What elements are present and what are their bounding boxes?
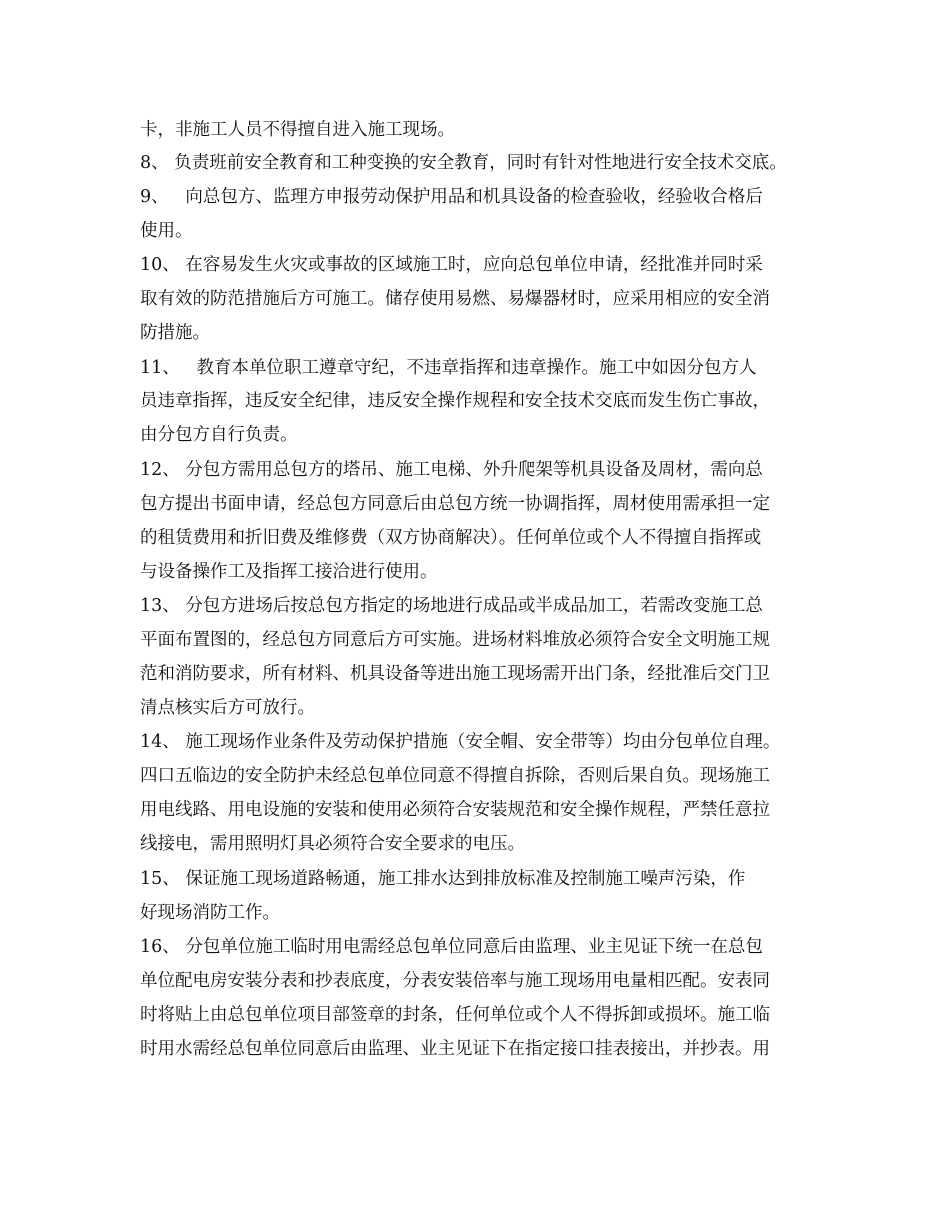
text-line: 10、 在容易发生火灾或事故的区域施工时，应向总包单位申请，经批准并同时采 — [140, 255, 763, 275]
text-line: 14、 施工现场作业条件及劳动保护措施（安全帽、安全带等）均由分包单位自理。 — [140, 732, 781, 752]
text-line: 线接电，需用照明灯具必须符合安全要求的电压。 — [140, 834, 525, 854]
text-line: 用电线路、用电设施的安装和使用必须符合安装规范和安全操作规程，严禁任意拉 — [140, 800, 770, 820]
text-line: 防措施。 — [140, 323, 210, 343]
text-line: 时用水需经总包单位同意后由监理、业主见证下在指定接口挂表接出，并抄表。用 — [140, 1039, 770, 1059]
text-line: 11、 教育本单位职工遵章守纪，不违章指挥和违章操作。施工中如因分包方人 — [140, 358, 757, 378]
text-line: 员违章指挥，违反安全纪律，违反安全操作规程和安全技术交底而发生伤亡事故， — [140, 391, 770, 411]
text-line: 包方提出书面申请，经总包方同意后由总包方统一协调指挥，周材使用需承担一定 — [140, 494, 770, 514]
text-line: 使用。 — [140, 221, 193, 241]
text-line: 16、 分包单位施工临时用电需经总包单位同意后由监理、业主见证下统一在总包 — [140, 937, 763, 957]
text-line: 12、 分包方需用总包方的塔吊、施工电梯、外升爬架等机具设备及周材，需向总 — [140, 460, 763, 480]
text-line: 15、 保证施工现场道路畅通，施工排水达到排放标准及控制施工噪声污染，作 — [140, 869, 746, 889]
text-line: 好现场消防工作。 — [140, 903, 280, 923]
text-line: 卡，非施工人员不得擅自进入施工现场。 — [140, 120, 455, 140]
text-line: 范和消防要求，所有材料、机具设备等进出施工现场需开出门条，经批准后交门卫 — [140, 664, 770, 684]
text-line: 与设备操作工及指挥工接洽进行使用。 — [140, 562, 438, 582]
text-line: 时将贴上由总包单位项目部签章的封条，任何单位或个人不得拆卸或损坏。施工临 — [140, 1005, 770, 1025]
text-line: 四口五临边的安全防护未经总包单位同意不得擅自拆除，否则后果自负。现场施工 — [140, 766, 770, 786]
text-line: 由分包方自行负责。 — [140, 425, 298, 445]
text-line: 13、 分包方进场后按总包方指定的场地进行成品或半成品加工，若需改变施工总 — [140, 596, 763, 616]
text-line: 单位配电房安装分表和抄表底度，分表安装倍率与施工现场用电量相匹配。安表同 — [140, 971, 770, 991]
text-line: 8、 负责班前安全教育和工种变换的安全教育，同时有针对性地进行安全技术交底。 — [140, 153, 787, 173]
text-line: 的租赁费用和折旧费及维修费（双方协商解决）。任何单位或个人不得擅自指挥或 — [140, 528, 762, 548]
text-line: 清点核实后方可放行。 — [140, 698, 315, 718]
text-line: 取有效的防范措施后方可施工。储存使用易燃、易爆器材时，应采用相应的安全消 — [140, 289, 770, 309]
text-line: 平面布置图的，经总包方同意后方可实施。进场材料堆放必须符合安全文明施工规 — [140, 630, 770, 650]
text-line: 9、 向总包方、监理方申报劳动保护用品和机具设备的检查验收，经验收合格后 — [140, 187, 763, 207]
